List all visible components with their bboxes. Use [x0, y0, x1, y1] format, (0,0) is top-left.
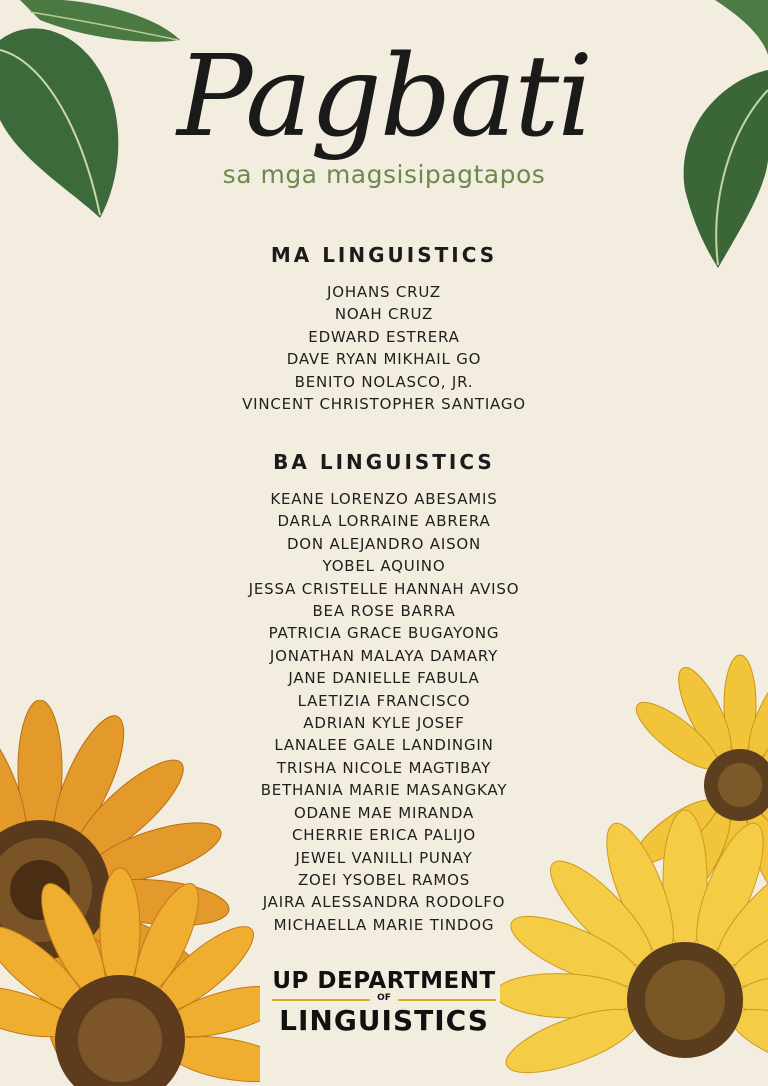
- list-item: JANE DANIELLE FABULA: [288, 669, 480, 688]
- list-item: TRISHA NICOLE MAGTIBAY: [276, 758, 492, 777]
- list-item: LAETIZIA FRANCISCO: [297, 691, 471, 710]
- logo-line1: UP DEPARTMENT: [272, 968, 496, 994]
- ba-names-list: [0, 488, 768, 936]
- list-item: VINCENT CHRISTOPHER SANTIAGO: [242, 395, 526, 414]
- logo-of: OF: [377, 993, 391, 1003]
- ma-names-list: [0, 281, 768, 415]
- department-logo: [272, 968, 496, 1037]
- list-item: BETHANIA MARIE MASANGKAY: [260, 781, 508, 800]
- list-item: JEWEL VANILLI PUNAY: [295, 848, 473, 867]
- list-item: JOHANS CRUZ: [327, 283, 441, 301]
- list-item: DARLA LORRAINE ABRERA: [277, 512, 491, 531]
- list-item: YOBEL AQUINO: [322, 557, 446, 576]
- list-item: JAIRA ALESSANDRA RODOLFO: [262, 893, 506, 912]
- list-item: KEANE LORENZO ABESAMIS: [270, 490, 498, 508]
- list-item: MICHAELLA MARIE TINDOG: [273, 915, 495, 934]
- logo-line2: LINGUISTICS: [279, 1004, 489, 1037]
- title-script: Pagbati: [176, 32, 592, 162]
- list-item: ODANE MAE MIRANDA: [293, 803, 475, 822]
- logo-bar-right: [398, 999, 496, 1001]
- list-item: PATRICIA GRACE BUGAYONG: [268, 624, 500, 643]
- list-item: ADRIAN KYLE JOSEF: [303, 714, 465, 733]
- list-item: ZOEI YSOBEL RAMOS: [297, 870, 471, 889]
- title-subtitle: sa mga magsisipagtapos: [222, 160, 546, 189]
- list-item: LANALEE GALE LANDINGIN: [274, 736, 494, 755]
- list-item: CHERRIE ERICA PALIJO: [292, 826, 476, 845]
- list-item: DAVE RYAN MIKHAIL GO: [286, 350, 482, 369]
- list-item: JESSA CRISTELLE HANNAH AVISO: [248, 579, 520, 598]
- list-item: DON ALEJANDRO AISON: [286, 534, 482, 553]
- list-item: BEA ROSE BARRA: [312, 602, 456, 621]
- list-item: EDWARD ESTRERA: [308, 327, 460, 346]
- ba-heading: BA LINGUISTICS: [273, 450, 495, 474]
- ma-heading: MA LINGUISTICS: [270, 243, 498, 267]
- list-item: NOAH CRUZ: [334, 305, 434, 324]
- list-item: JONATHAN MALAYA DAMARY: [269, 646, 499, 665]
- list-item: BENITO NOLASCO, JR.: [294, 372, 474, 391]
- logo-divider: [272, 994, 496, 1006]
